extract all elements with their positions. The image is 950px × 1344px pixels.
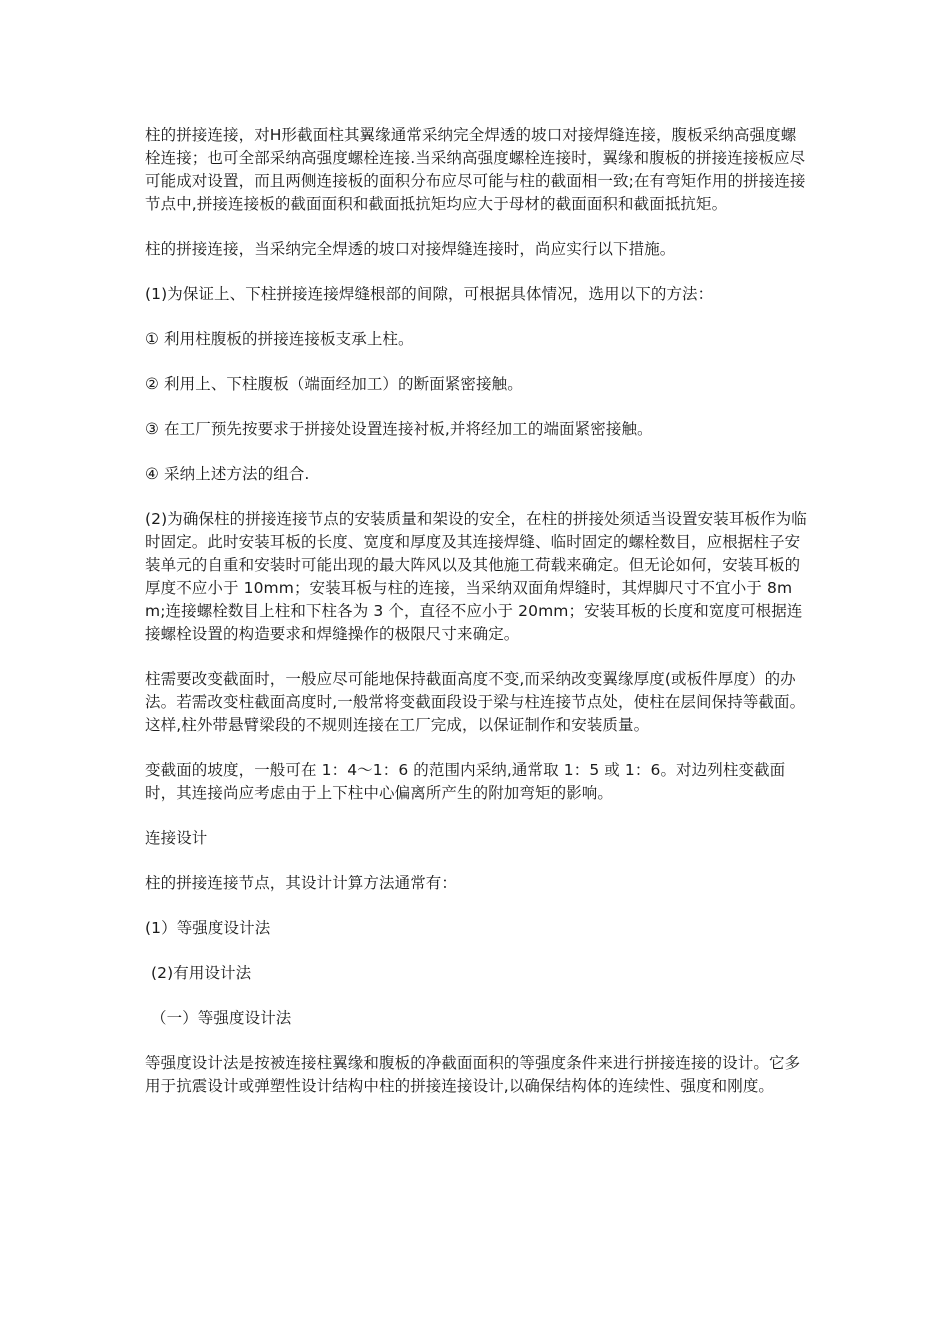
paragraph-section-change: 柱需要改变截面时，一般应尽可能地保持截面高度不变,而采纳改变翼缘厚度(或板件厚度）的办法。若需改变柱截面高度时,一般常将变截面段设于梁与柱连接节点处，使柱在层间保持等截面。这样,柱外带悬臂梁段的不规则连接在工厂完成，以保证制作和安装质量。 xyxy=(145,670,806,734)
paragraph-design-methods-intro: 柱的拼接连接节点，其设计计算方法通常有： xyxy=(145,874,458,892)
paragraph-root-gap-methods: (1)为保证上、下柱拼接连接焊缝根部的间隙，可根据具体情况，选用以下的方法： xyxy=(145,285,714,303)
list-item-equal-strength: (1）等强度设计法 xyxy=(145,919,271,937)
list-item-method-1: ① 利用柱腹板的拼接连接板支承上柱。 xyxy=(145,330,414,348)
list-item-method-4: ④ 采纳上述方法的组合. xyxy=(145,465,310,483)
list-item-method-3: ③ 在工厂预先按要求于拼接处设置连接衬板,并将经加工的端面紧密接触。 xyxy=(145,420,653,438)
paragraph-column-splice-intro: 柱的拼接连接，对H形截面柱其翼缘通常采纳完全焊透的坡口对接焊缝连接，腹板采纳高强度螺栓连接；也可全部采纳高强度螺栓连接.当采纳高强度螺栓连接时，翼缘和腹板的拼接连接板应尽可能成对设置，而且两侧连接板的面积分布应尽可能与柱的截面相一致;在有弯矩作用的拼接连接节点中,拼接连接板的截面面积和截面抵抗矩均应大于母材的截面面积和截面抵抗矩。 xyxy=(145,126,806,213)
paragraph-section-slope: 变截面的坡度，一般可在 1：4～1：6 的范围内采纳,通常取 1：5 或 1：6。对边列柱变截面时，其连接尚应考虑由于上下柱中心偏离所产生的附加弯矩的影响。 xyxy=(145,761,786,802)
paragraph-equal-strength-description: 等强度设计法是按被连接柱翼缘和腹板的净截面面积的等强度条件来进行拼接连接的设计。它多用于抗震设计或弹塑性设计结构中柱的拼接连接设计,以确保结构体的连续性、强度和刚度。 xyxy=(145,1054,801,1095)
list-item-practical-design: (2)有用设计法 xyxy=(151,964,252,982)
section-heading-connection-design: 连接设计 xyxy=(145,829,208,847)
paragraph-full-penetration-measures: 柱的拼接连接，当采纳完全焊透的坡口对接焊缝连接时，尚应实行以下措施。 xyxy=(145,240,676,258)
paragraph-erection-lug: (2)为确保柱的拼接连接节点的安装质量和架设的安全，在柱的拼接处须适当设置安装耳板作为临时固定。此时安装耳板的长度、宽度和厚度及其连接焊缝、临时固定的螺栓数目，应根据柱子安装单元的自重和安装时可能出现的最大阵风以及其他施工荷载来确定。但无论如何，安装耳板的厚度不应小于 10mm；安装耳板与柱的连接，当采纳双面角焊缝时，其焊脚尺寸不宜小于 8mm;连接螺栓数目上柱和下柱各为 3 个，直径不应小于 20mm；安装耳板的长度和宽度可根据连接螺栓设置的构造要求和焊缝操作的极限尺寸来确定。 xyxy=(145,510,807,643)
subheading-equal-strength: （一）等强度设计法 xyxy=(151,1009,292,1027)
list-item-method-2: ② 利用上、下柱腹板（端面经加工）的断面紧密接触。 xyxy=(145,375,523,393)
document-body xyxy=(145,124,807,1120)
